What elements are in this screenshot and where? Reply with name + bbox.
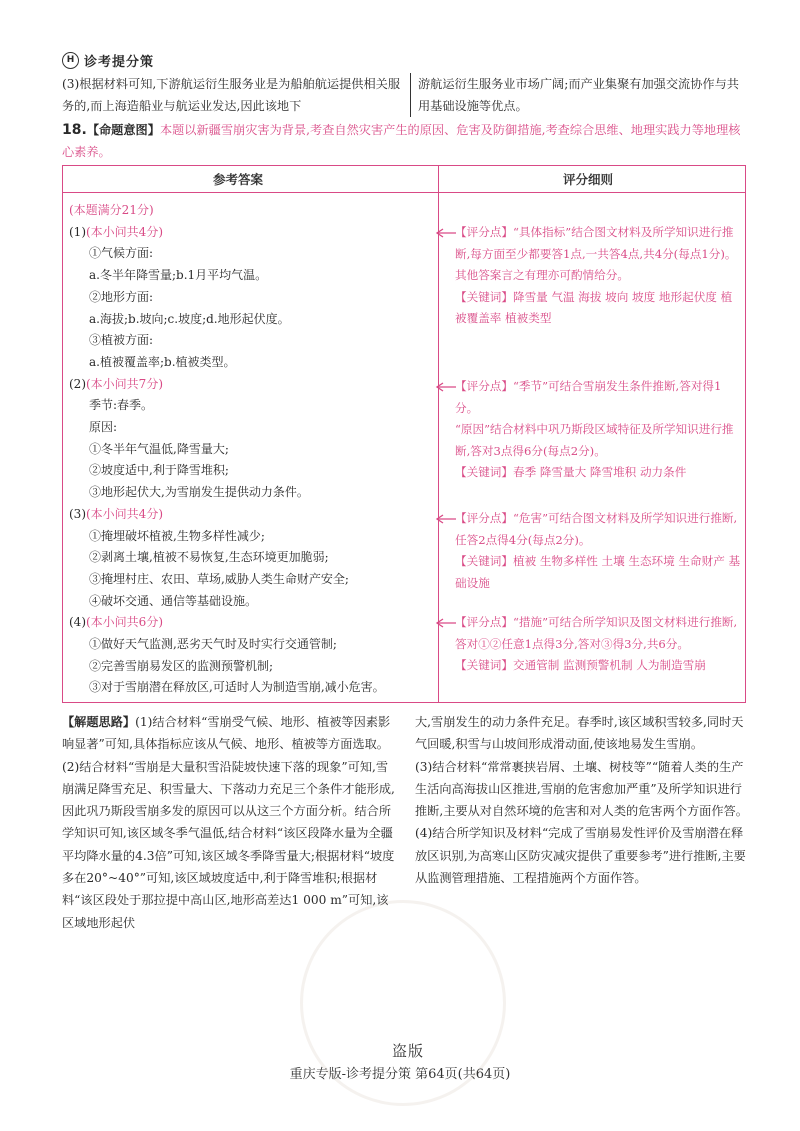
criteria-block [455,376,743,484]
brand-logo-icon: H [62,52,79,69]
answer-line: a.植被覆盖率;b.植被类型。 [89,354,236,369]
answer-part-score: (本小问共4分) [86,224,163,239]
piracy-stamp: 盗版 [392,1042,425,1060]
table-header-criteria: 评分细则 [563,172,614,187]
answer-line [69,222,434,244]
answer-column [69,200,434,699]
criteria-line: 【评分点】“季节”可结合雪崩发生条件推断,答对得1分。 [455,379,722,415]
criteria-line: 【关键词】降雪量 气温 海拔 坡向 坡度 地形起伏度 植被覆盖率 植被类型 [455,289,733,325]
answer-line [69,504,434,526]
answer-part-number: (4) [69,615,86,630]
answer-part-score: (本小问共7分) [86,376,163,391]
q18-text: 本题以新疆雪崩灾害为背景,考查自然灾害产生的原因、危害及防御措施,考查综合思维、地理实践力等地理核心素养。 [62,123,741,159]
answer-part-score: (本小问共4分) [86,506,163,521]
answer-line: ③掩埋村庄、农田、草场,威胁人类生命财产安全; [89,571,349,586]
answer-line: ②地形方面: [89,289,154,304]
answer-line: ②完善雪崩易发区的监测预警机制; [89,658,274,673]
pointer-arrow-icon [435,514,457,524]
criteria-line: 【关键词】交通管制 监测预警机制 人为制造雪崩 [455,658,706,672]
analysis-tag: 【解题思路】 [62,715,136,729]
answer-line: 季节:春季。 [89,398,154,413]
answer-part-number: (2) [69,376,86,391]
answer-line: ③植被方面: [89,333,154,348]
answer-line: ③地形起伏大,为雪崩发生提供动力条件。 [89,485,309,500]
analysis-paragraph: 【解题思路】(1)结合材料“雪崩受气候、地形、植被等因素影响显著”可知,具体指标应该从气候、地形、植被等方面选取。 [62,715,391,752]
criteria-line: 【评分点】“具体指标”结合图文材料及所学知识进行推断,每方面至少都要答1点,一共答4点,共4分(每点1分)。其他答案言之有理亦可酌情给分。 [455,225,737,282]
analysis-paragraph: (2)结合材料“雪崩是大量积雪沿陡坡快速下落的现象”可知,雪崩满足降雪充足、积雪量大、下落动力充足三个条件才能形成,因此巩乃斯段雪崩多发的原因可以从这三个方面分析。结合所学知识可知,该区域冬季气温低,结合材料“该区段降水量为全疆平均降水量的4.3倍”可知,该区域冬季降雪量大;根据材料“坡度多在20°~40°”可知,该区域坡度适中,利于降雪堆积;根据材料“该区段处于那拉提中高山区,地形高差达1 000 m”可知,该区域地形起伏 [62,759,395,930]
pointer-arrow-icon [435,228,457,238]
q18-tag: 【命题意图】 [86,123,160,137]
page-header [62,50,154,70]
brand-title: 诊考提分策 [84,54,155,70]
analysis-left-column [62,711,397,934]
answer-part-score: (本小问共6分) [86,615,163,630]
answer-part-number: (3) [69,506,86,521]
criteria-line: 【评分点】“危害”可结合图文材料及所学知识进行推断,任答2点得4分(每点2分)。 [455,511,738,547]
prev-answer-left: (3)根据材料可知,下游航运衍生服务业是为船舶航运提供相关服务的,而上海造船业与航运业发达,因此该地下 [62,77,401,113]
q18-intent [62,119,752,163]
criteria-line: 【关键词】植被 生物多样性 土壤 生态环境 生命财产 基础设施 [455,554,741,590]
answer-line: ①掩埋破坏植被,生物多样性减少; [89,528,265,543]
answer-line: ③对于雪崩潜在释放区,可适时人为制造雪崩,减小危害。 [89,680,385,695]
answer-line [69,612,434,634]
answer-line [69,374,434,396]
analysis-paragraph: 大,雪崩发生的动力条件充足。春季时,该区域积雪较多,同时天气回暖,积雪与山坡间形成滑动面,使该地易发生雪崩。 [415,715,744,752]
criteria-block [455,508,743,594]
page-footer: 重庆专版-诊考提分策 第64页(共64页) [289,1067,511,1082]
answer-line: ②坡度适中,利于降雪堆积; [89,463,229,478]
analysis-paragraph: (4)结合所学知识及材料“完成了雪崩易发性评价及雪崩潜在释放区识别,为高寒山区防灾减灾提供了重要参考”进行推断,主要从监测管理措施、工程措施两个方面作答。 [415,826,746,886]
column-divider [410,73,411,117]
analysis-right-column [415,711,750,889]
answer-line: ④破坏交通、通信等基础设施。 [89,593,258,608]
criteria-line: “原因”结合材料中巩乃斯段区域特征及所学知识进行推断,答对3点得6分(每点2分)。 [455,422,734,458]
table-header-answer: 参考答案 [213,172,264,187]
answer-line: ①冬半年气温低,降雪量大; [89,441,229,456]
q18-number: 18. [62,122,87,138]
answer-line: (本题满分21分) [69,203,154,217]
analysis-paragraph: (3)结合材料“常常裹挟岩屑、土壤、树枝等”“随着人类的生产生活向高海拔山区推进,雪崩的危害愈加严重”及所学知识进行推断,主要从对自然环境的危害和对人类的危害两个方面作答。 [415,759,748,819]
prev-answer-right: 游航运衍生服务业市场广阔;而产业集聚有加强交流协作与共用基础设施等优点。 [418,77,739,113]
criteria-line: 【关键词】春季 降雪量大 降雪堆积 动力条件 [455,465,687,479]
table-divider-horizontal [63,192,745,193]
answer-part-number: (1) [69,224,86,239]
answer-line: ②剥离土壤,植被不易恢复,生态环境更加脆弱; [89,550,329,565]
answer-line: a.海拔;b.坡向;c.坡度;d.地形起伏度。 [89,311,290,326]
pointer-arrow-icon [435,382,457,392]
criteria-block [455,222,743,330]
pointer-arrow-icon [435,618,457,628]
answer-line: a.冬半年降雪量;b.1月平均气温。 [89,268,268,283]
answer-line: 原因: [89,420,118,435]
criteria-block [455,612,743,677]
answer-line: ①做好天气监测,恶劣天气时及时实行交通管制; [89,637,337,652]
answer-table [62,165,746,703]
criteria-line: 【评分点】“措施”可结合所学知识及图文材料进行推断,答对①②任意1点得3分,答对③得3分,共6分。 [455,615,738,651]
answer-line: ①气候方面: [89,246,154,261]
